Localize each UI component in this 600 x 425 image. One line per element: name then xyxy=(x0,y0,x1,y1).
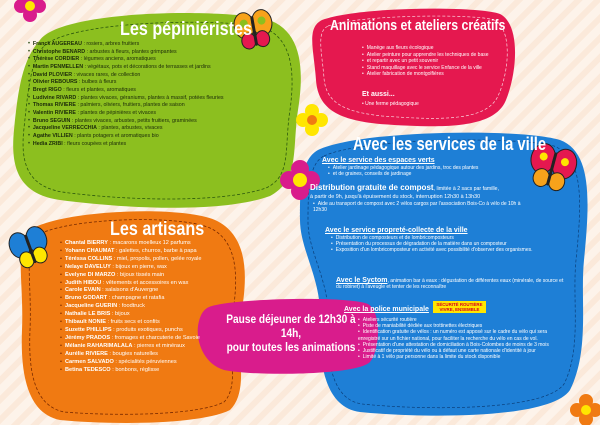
police-list xyxy=(358,317,559,360)
list-item xyxy=(60,272,201,280)
exhibitor-description: : légumes anciens, aromatiques xyxy=(79,56,156,63)
exhibitor-description: : galettes, churros, barbe à papa xyxy=(114,247,197,254)
list-item xyxy=(60,256,201,264)
syctom-heading: Avec le Syctom xyxy=(336,277,388,284)
police-heading: Avec la police municipale xyxy=(344,306,429,313)
exhibitor-description: : bijoux en pierre, wax xyxy=(110,263,167,270)
list-item xyxy=(28,64,224,72)
exhibitor-name: Betina TEDESCO xyxy=(64,366,111,373)
exhibitor-name: Mélanie RAHARIMALALA xyxy=(64,342,133,349)
exhibitor-name: Suzette PHILLIPS xyxy=(64,326,112,333)
exhibitor-description: : plantes vivaces, géraniums, plantes à massif, potées fleuries xyxy=(76,94,224,101)
compost-headline: Distribution gratuite de compost xyxy=(310,183,434,192)
animations-extra-item: • Une ferme pédagogique xyxy=(362,101,419,107)
list-item xyxy=(60,240,201,248)
exhibitor-description: : arbustes à fleurs, plantes grimpantes xyxy=(85,48,177,55)
police-badge xyxy=(433,301,485,313)
exhibitor-name: Nathalie LE BRIS xyxy=(64,311,111,318)
flower-icon xyxy=(570,394,600,425)
exhibitor-description: : palmiers, oliviers, fruitiers, plantes de saison xyxy=(75,102,185,109)
list-item xyxy=(28,41,224,49)
exhibitor-name: Jacqueline VERRECCHIA xyxy=(32,125,97,132)
exhibitor-name: Hedia ZRIBI xyxy=(32,140,63,147)
services-police xyxy=(344,298,559,360)
exhibitor-description: : miel, propolis, pollen, gelée royale xyxy=(112,255,202,262)
list-item: • Justificatif de propriété du vélo ou à défaut une carte nationale d'identité à jour xyxy=(358,348,559,354)
exhibitor-name: Franck AUGEREAU xyxy=(32,41,82,47)
exhibitor-description: : fromages et charcuterie de Savoie xyxy=(110,334,200,341)
exhibitor-name: Bregt RIGO xyxy=(32,86,62,93)
exhibitor-description: : champagne et ratafia xyxy=(107,295,165,302)
list-item xyxy=(60,319,201,327)
exhibitor-name: Agathe VILLIEN xyxy=(32,132,73,139)
services-proprete xyxy=(325,227,545,254)
exhibitor-description: : vêtements et accessoires en wax xyxy=(101,279,189,286)
pause-banner xyxy=(225,313,357,355)
list-item: • Atelier peinture pour apprendre les techniques de base xyxy=(362,52,489,59)
compost-list xyxy=(313,201,523,213)
list-item xyxy=(60,295,201,303)
exhibitor-name: Christophe BENARD xyxy=(32,48,86,55)
exhibitor-description: : macarons moelleux 12 parfums xyxy=(107,240,191,246)
exhibitor-name: Thibault NONIE xyxy=(64,319,106,326)
animations-title: Animations et ateliers créatifs xyxy=(330,18,506,34)
exhibitor-description: : végétaux, pots et décorations de terrasses et jardins xyxy=(83,63,211,70)
proprete-heading: Avec le service propreté-collecte de la ville xyxy=(325,227,468,234)
exhibitor-description: : vivaces rares, de collection xyxy=(72,71,141,78)
exhibitor-description: : foodtruck xyxy=(117,303,145,310)
list-item xyxy=(60,327,201,335)
list-item: • Piste de maniabilité dédiée aux trottinettes électriques xyxy=(358,323,559,329)
badge-line2: VIVRE, ENSEMBLE xyxy=(439,306,480,312)
compost-line2-rest: interruption 12h30 à 13h30 xyxy=(414,194,481,200)
exhibitor-name: Olivier REBOURS xyxy=(32,79,78,86)
list-item: • Identification gratuite de vélos : un numéro est apposé sur le cadre du vélo qui sera enregistré sur un fichier national, pour faciliter la recherche du vélo en cas de vol. xyxy=(358,329,559,341)
list-item: • Présentation du processus de dégradation de la matière dans un composteur xyxy=(331,241,545,247)
exhibitor-name: Yohann CHAUMAT xyxy=(64,247,115,254)
list-item xyxy=(60,351,201,359)
artisans-title: Les artisans xyxy=(110,219,205,240)
exhibitor-name: Jérémy PRADOS xyxy=(64,334,111,341)
exhibitor-description: : bonbons, réglisse xyxy=(110,366,160,373)
exhibitor-description: : fleurs et plantes, aromatiques xyxy=(61,86,136,93)
exhibitor-description: : plants potagers et aromatiques bio xyxy=(72,132,159,139)
exhibitor-description: : bulbes à fleurs xyxy=(77,79,117,86)
list-item xyxy=(28,110,224,118)
list-item: • Exposition d'un lombricomposteur en activité avec possibilité d'observer des organismes. xyxy=(331,247,545,253)
list-item xyxy=(28,56,224,64)
list-item xyxy=(28,87,224,95)
list-item xyxy=(28,102,224,110)
espaces-verts-list xyxy=(328,165,572,177)
artisans-list xyxy=(60,240,201,374)
exhibitor-description: : bijoux xyxy=(110,311,130,318)
exhibitor-name: David PLOVIER xyxy=(32,71,73,78)
compost-headline-rest: , limitée à 2 sacs par famille, xyxy=(433,186,500,192)
exhibitor-name: Bruno SEGUIN xyxy=(32,117,71,124)
exhibitor-description: : plantes de pépinières et vivaces xyxy=(75,109,157,116)
list-item: • Ateliers sécurité routière xyxy=(358,317,559,323)
exhibitor-description: : bougies naturelles xyxy=(107,350,158,357)
exhibitor-name: Téréssa COLLINS xyxy=(64,255,113,262)
list-item xyxy=(60,264,201,272)
list-item: • Atelier fabrication de montgolfières xyxy=(362,71,489,78)
list-item xyxy=(60,311,201,319)
exhibitor-name: Aurélie RIVIERE xyxy=(64,350,108,357)
exhibitor-description: : bijoux tissés main xyxy=(115,271,165,278)
exhibitor-name: Carmen SALVADO xyxy=(64,358,114,365)
proprete-list xyxy=(331,235,545,254)
flower-icon xyxy=(296,104,328,136)
animations-list xyxy=(362,45,489,78)
exhibitor-description: : plantes, arbustes, vivaces xyxy=(96,125,163,132)
badge-line1: SÉCURITÉ ROUTIÈRE xyxy=(436,301,483,307)
exhibitor-name: Martin PENMELLEN xyxy=(32,63,84,70)
exhibitor-name: Chantal BIERRY xyxy=(64,240,108,246)
exhibitor-name: Thomas RIVIERE xyxy=(32,102,76,109)
list-item xyxy=(28,79,224,87)
exhibitor-description: : produits exotiques, punchs xyxy=(111,326,183,333)
list-item xyxy=(28,125,224,133)
services-title: Avec les services de la ville xyxy=(353,134,547,154)
list-item xyxy=(60,359,201,367)
list-item: • Limité à 1 vélo par personne dans la limite du stock disponible xyxy=(358,354,559,360)
list-item xyxy=(28,49,224,57)
list-item: • Distribution de composteurs et de lombricomposteurs xyxy=(331,235,545,241)
list-item: • Atelier jardinage pédagogique autour des jardins, troc des plantes xyxy=(328,165,572,171)
list-item xyxy=(60,343,201,351)
exhibitor-name: Valentin RIVIERE xyxy=(32,109,76,116)
exhibitor-description: : fleurs coupées et plantes xyxy=(62,140,127,147)
exhibitor-name: Nelaye DAVELUY xyxy=(64,263,111,270)
list-item: • Présentation d'une attestation de domiciliation à Bois-Colombes de moins de 3 mois xyxy=(358,342,559,348)
list-item: • Manège aux fleurs écologique xyxy=(362,45,489,52)
list-item xyxy=(28,118,224,126)
list-item xyxy=(60,303,201,311)
animations-extra: Et aussi... xyxy=(362,91,395,98)
flower-icon xyxy=(14,0,46,22)
exhibitor-description: : spécialités péruviennes xyxy=(113,358,177,365)
list-item xyxy=(60,335,201,343)
compost-line2: à partir de 9h, jusqu'à épuisement du stock, xyxy=(310,194,415,200)
list-item xyxy=(60,280,201,288)
exhibitor-name: Bruno GODART xyxy=(64,295,108,302)
list-item xyxy=(28,133,224,141)
list-item: • et de graines, conseils de jardinage xyxy=(328,171,572,177)
exhibitor-name: Thérèse CORDIER xyxy=(32,56,80,63)
services-compost xyxy=(310,183,575,213)
list-item xyxy=(60,287,201,295)
list-item xyxy=(28,141,224,149)
list-item xyxy=(60,367,201,375)
list-item: • Aide au transport de compost avec 2 vélos cargos par l'association Bois-Co à vélo de 10h à 12h30 xyxy=(313,201,523,213)
list-item xyxy=(28,72,224,80)
exhibitor-description: : salaisons d'Auvergne xyxy=(100,287,159,294)
exhibitor-description: : fruits secs et confits xyxy=(106,319,160,326)
exhibitor-name: Evelyne DI MARZO xyxy=(64,271,116,278)
espaces-verts-heading: Avec le service des espaces verts xyxy=(322,157,435,164)
pepinieristes-title: Les pépiniéristes xyxy=(120,19,252,40)
exhibitor-name: Ludivine RIVARD xyxy=(32,94,77,101)
services-syctom xyxy=(336,278,566,290)
exhibitor-name: Judith HIBOU xyxy=(64,279,102,286)
pepinieristes-list xyxy=(28,41,234,148)
exhibitor-name: Carole EVAIN xyxy=(64,287,101,294)
list-item: • et repartir avec un petit souvenir xyxy=(362,58,489,65)
pause-line1: Pause déjeuner de 12h30 à 14h, xyxy=(226,314,356,340)
list-item xyxy=(28,95,224,103)
list-item xyxy=(60,248,201,256)
syctom-text: , animation bar à eaux : dégustation de différentes eaux (minérale, de source et du robinet) à l'aveugle et tenter de les reconnaître xyxy=(336,278,564,291)
list-item: • Stand maquillage avec le service Enfance de la ville xyxy=(362,65,489,72)
exhibitor-name: Jacqueline GUERIN xyxy=(64,303,118,310)
pause-line2: pour toutes les animations xyxy=(226,342,356,354)
exhibitor-description: : rosiers, arbres fruitiers xyxy=(81,41,140,47)
services-espaces-verts xyxy=(322,157,572,177)
exhibitor-description: : plantes vivaces, arbustes, petits fruitiers, graminées xyxy=(70,117,197,124)
exhibitor-description: : pierres et minéraux xyxy=(132,342,185,349)
